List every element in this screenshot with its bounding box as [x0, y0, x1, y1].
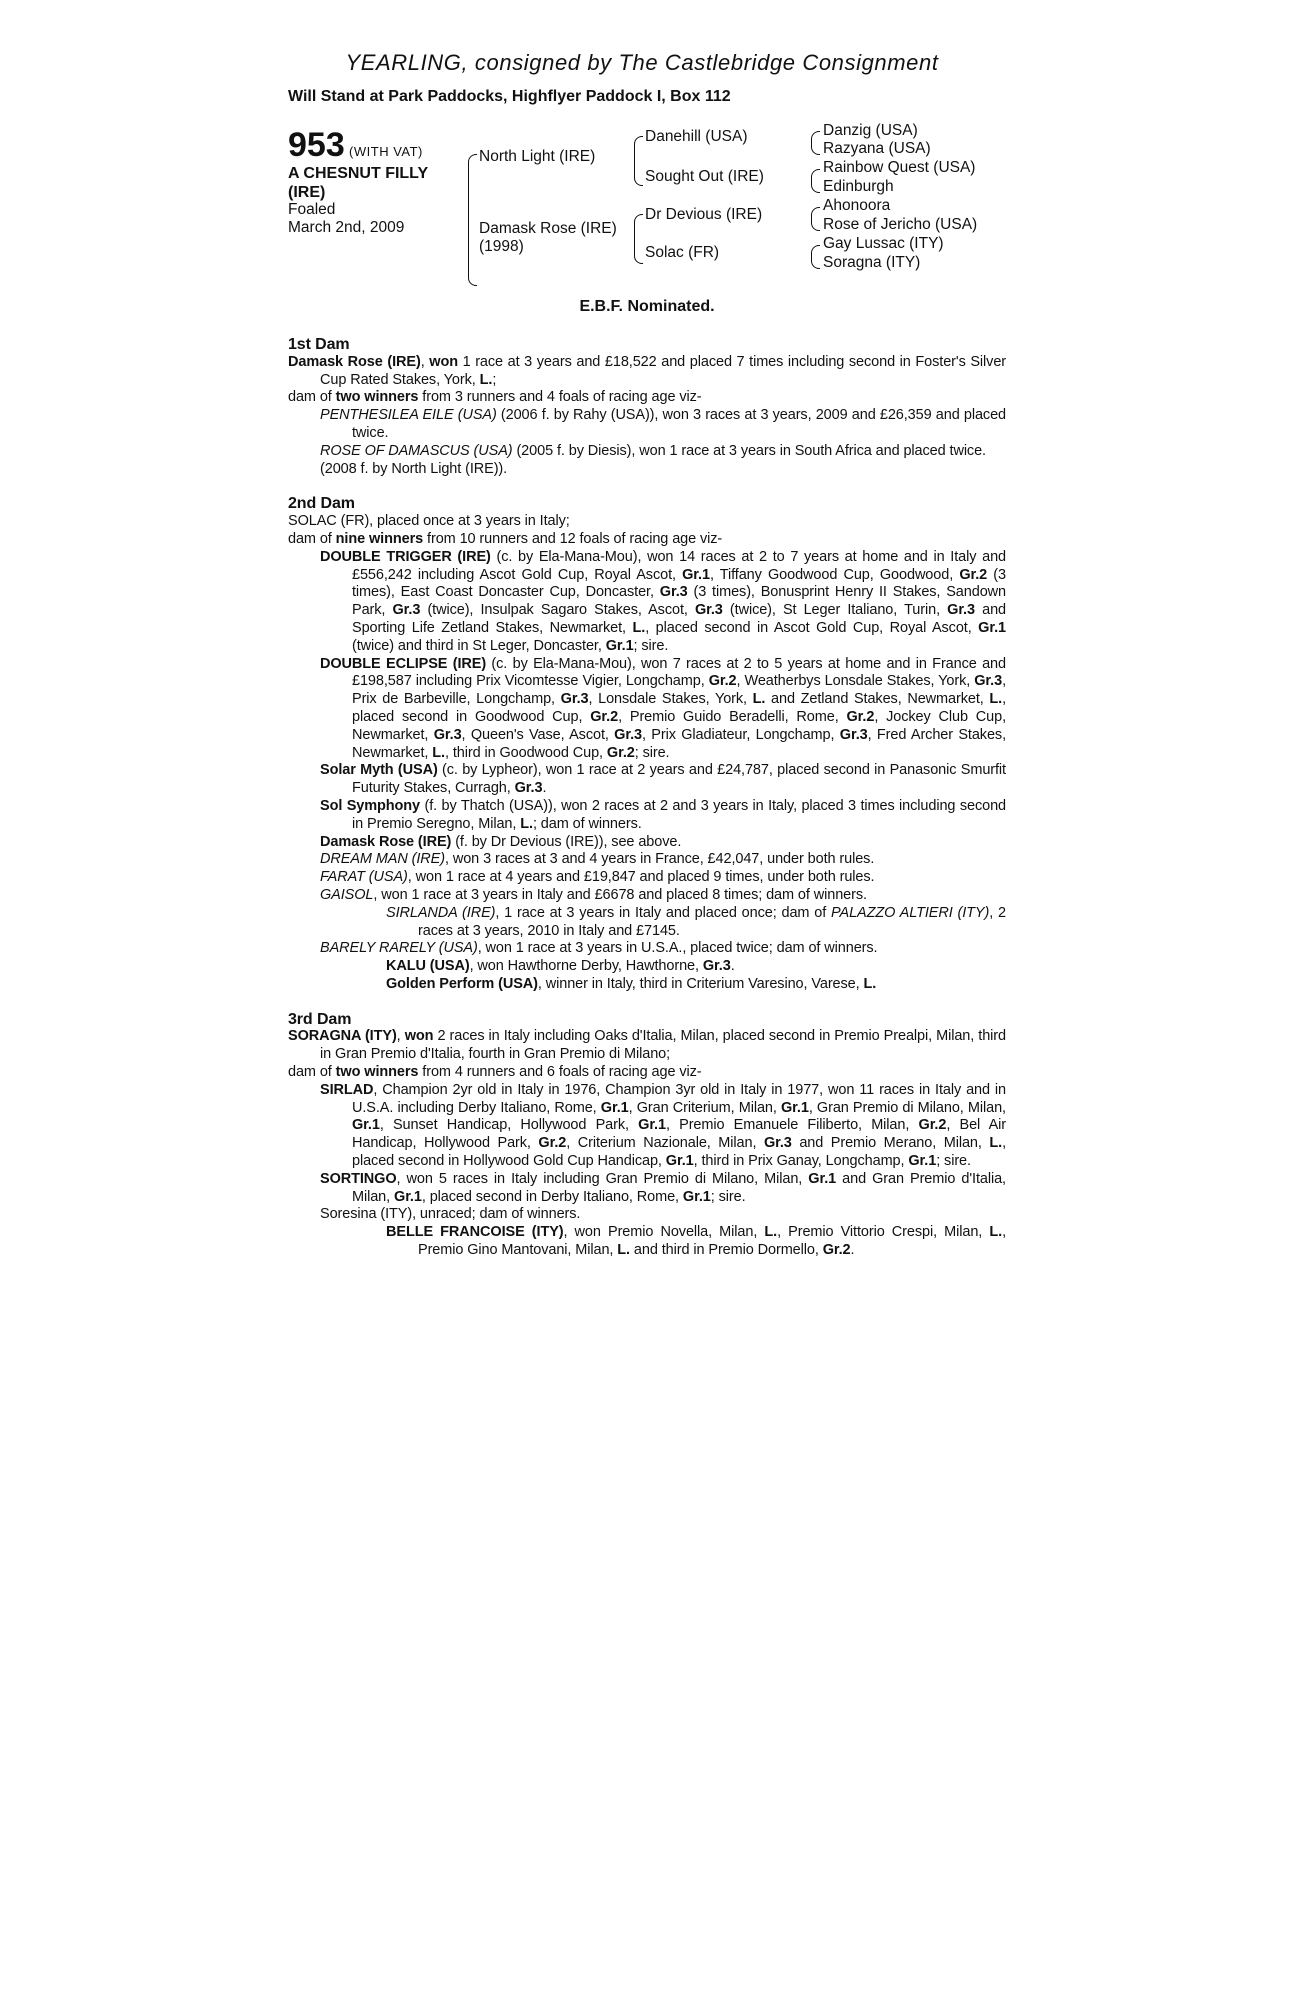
pedigree-sire-dam: Sought Out (IRE)	[645, 168, 764, 185]
g-brace-3	[811, 207, 820, 231]
produce-item: DOUBLE TRIGGER (IRE) (c. by Ela-Mana-Mou), won 14 races at 2 to 7 years at home and in Italy and £556,242 including Ascot Gold Cup, Royal Ascot, Gr.1, Tiffany Goodwood Cup, Goodwood, Gr.2 (3 times), East Coast Doncaster Cup, Doncaster, Gr.3 (3 times), Bonusprint Henry II Stakes, Sandown Park, Gr.3 (twice), Insulpak Sagaro Stakes, Ascot, Gr.3 (twice), St Leger Italiano, Turin, Gr.3 and Sporting Life Zetland Stakes, Newmarket, L., placed second in Ascot Gold Cup, Royal Ascot, Gr.1 (twice) and third in St Leger, Doncaster, Gr.1; sire.	[320, 548, 1007, 654]
pedigree-table	[288, 122, 1006, 298]
pedigree-g6: Rose of Jericho (USA)	[823, 216, 978, 233]
pedigree-g3: Rainbow Quest (USA)	[823, 159, 976, 176]
second-dam-heading: 2nd Dam	[288, 495, 355, 513]
horse-name-line2: (IRE)	[288, 184, 326, 201]
produce-item: BARELY RARELY (USA), won 1 race at 3 years in U.S.A., placed twice; dam of winners.	[320, 940, 878, 957]
produce-item: FARAT (USA), won 1 race at 4 years and £19,847 and placed 9 times, under both rules.	[320, 869, 875, 886]
dam-line-brace	[634, 214, 643, 264]
pedigree-g2: Razyana (USA)	[823, 140, 931, 157]
stand-location: Will Stand at Park Paddocks, Highflyer Paddock I, Box 112	[288, 88, 731, 105]
pedigree-sire: North Light (IRE)	[479, 148, 596, 165]
produce-item: PENTHESILEA EILE (USA) (2006 f. by Rahy (USA)), won 3 races at 3 years, 2009 and £26,359 and placed twice.	[320, 407, 1006, 441]
produce-item: SIRLANDA (IRE), 1 race at 3 years in Italy and placed once; dam of PALAZZO ALTIERI (ITY), 2 races at 3 years, 2010 in Italy and £7145.	[386, 904, 1006, 939]
produce-item: DOUBLE ECLIPSE (IRE) (c. by Ela-Mana-Mou), won 7 races at 2 to 5 years at home and in France and £198,587 including Prix Vicomtesse Vigier, Longchamp, Gr.2, Weatherbys Lonsdale Stakes, York, Gr.3, Prix de Barbeville, Longchamp, Gr.3, Lonsdale Stakes, York, L. and Zetland Stakes, Newmarket, L., placed second in Goodwood Cup, Gr.2, Premio Guido Beradelli, Rome, Gr.2, Jockey Club Cup, Newmarket, Gr.3, Queen's Vase, Ascot, Gr.3, Prix Gladiateur, Longchamp, Gr.3, Fred Archer Stakes, Newmarket, L., third in Goodwood Cup, Gr.2; sire.	[320, 655, 1007, 761]
produce-item: Sol Symphony (f. by Thatch (USA)), won 2 races at 2 and 3 years in Italy, placed 3 times including second in Premio Seregno, Milan, L.; dam of winners.	[320, 797, 1006, 832]
foaled-date: March 2nd, 2009	[288, 219, 405, 236]
produce-item: Solar Myth (USA) (c. by Lypheor), won 1 race at 2 years and £24,787, placed second in Panasonic Smurfit Futurity Stakes, Curragh, Gr.3.	[320, 762, 1006, 797]
vat-label: (WITH VAT)	[349, 144, 423, 159]
first-dam-produce-summary: dam of two winners from 3 runners and 4 foals of racing age viz-	[288, 389, 702, 406]
third-dam-heading: 3rd Dam	[288, 1010, 352, 1028]
sire-line-brace	[634, 136, 643, 186]
ebf-nominated: E.B.F. Nominated.	[579, 298, 715, 315]
produce-item: ROSE OF DAMASCUS (USA) (2005 f. by Diesis), won 1 race at 3 years in South Africa and placed twice.	[320, 442, 986, 459]
sire-dam-brace	[468, 154, 477, 286]
third-dam-produce-summary: dam of two winners from 4 runners and 6 foals of racing age viz-	[288, 1064, 702, 1081]
produce-item: SIRLAD, Champion 2yr old in Italy in 1976, Champion 3yr old in Italy in 1977, won 11 races in Italy and in U.S.A. including Derby Italiano, Rome, Gr.1, Gran Criterium, Milan, Gr.1, Gran Premio di Milano, Milan, Gr.1, Sunset Handicap, Hollywood Park, Gr.1, Premio Emanuele Filiberto, Milan, Gr.2, Bel Air Handicap, Hollywood Park, Gr.2, Criterium Nazionale, Milan, Gr.3 and Premio Merano, Milan, L., placed second in Hollywood Gold Cup Handicap, Gr.1, third in Prix Ganay, Longchamp, Gr.1; sire.	[320, 1081, 1006, 1170]
second-dam-record: SOLAC (FR), placed once at 3 years in Italy;	[288, 513, 570, 530]
page-header-title: YEARLING, consigned by The Castlebridge Consignment	[345, 50, 939, 75]
foaled-label: Foaled	[288, 201, 336, 218]
produce-item: SORTINGO, won 5 races in Italy including Gran Premio di Milano, Milan, Gr.1 and Gran Premio d'Italia, Milan, Gr.1, placed second in Derby Italiano, Rome, Gr.1; sire.	[320, 1170, 1006, 1205]
produce-item: GAISOL, won 1 race at 3 years in Italy and £6678 and placed 8 times; dam of winners.	[320, 886, 867, 903]
second-dam-produce-summary: dam of nine winners from 10 runners and 12 foals of racing age viz-	[288, 530, 723, 547]
third-dam-record: SORAGNA (ITY), won 2 races in Italy including Oaks d'Italia, Milan, placed second in Premio Prealpi, Milan, third in Gran Premio d'Italia, fourth in Gran Premio di Milano;	[288, 1028, 1006, 1063]
first-dam-record: Damask Rose (IRE), won 1 race at 3 years and £18,522 and placed 7 times including second in Foster's Silver Cup Rated Stakes, York, L.;	[288, 353, 1007, 388]
produce-item: BELLE FRANCOISE (ITY), won Premio Novella, Milan, L., Premio Vittorio Crespi, Milan, L., Premio Gino Mantovani, Milan, L. and third in Premio Dormello, Gr.2.	[386, 1224, 1006, 1259]
first-dam-section	[288, 336, 1006, 478]
produce-item: KALU (USA), won Hawthorne Derby, Hawthorne, Gr.3.	[386, 958, 735, 975]
horse-name-line1: A CHESNUT FILLY	[288, 165, 429, 182]
first-dam-heading: 1st Dam	[288, 336, 350, 353]
lot-header	[288, 126, 423, 165]
pedigree-g8: Soragna (ITY)	[823, 254, 921, 271]
pedigree-g1: Danzig (USA)	[823, 122, 918, 139]
pedigree-g5: Ahonoora	[823, 197, 891, 214]
produce-item: Damask Rose (IRE) (f. by Dr Devious (IRE)), see above.	[320, 833, 682, 850]
pedigree-dam: Damask Rose (IRE)	[479, 220, 617, 237]
produce-item: Soresina (ITY), unraced; dam of winners.	[320, 1206, 581, 1223]
produce-item: DREAM MAN (IRE), won 3 races at 3 and 4 years in France, £42,047, under both rules.	[320, 851, 875, 868]
pedigree-dam-sire: Dr Devious (IRE)	[645, 206, 763, 223]
g-brace-2	[811, 169, 820, 193]
g-brace-1	[811, 131, 820, 155]
pedigree-g4: Edinburgh	[823, 178, 894, 195]
produce-item: (2008 f. by North Light (IRE)).	[320, 460, 508, 477]
pedigree-dam-dam: Solac (FR)	[645, 244, 720, 261]
pedigree-sire-sire: Danehill (USA)	[645, 128, 748, 145]
pedigree-dam-year: (1998)	[479, 238, 524, 255]
produce-item: Golden Perform (USA), winner in Italy, third in Criterium Varesino, Varese, L.	[386, 975, 877, 992]
pedigree-g7: Gay Lussac (ITY)	[823, 235, 944, 252]
catalogue-page	[288, 50, 1006, 1277]
second-dam-section	[288, 495, 1006, 993]
g-brace-4	[811, 245, 820, 269]
lot-number: 953	[288, 126, 345, 164]
third-dam-section	[288, 1011, 1006, 1260]
